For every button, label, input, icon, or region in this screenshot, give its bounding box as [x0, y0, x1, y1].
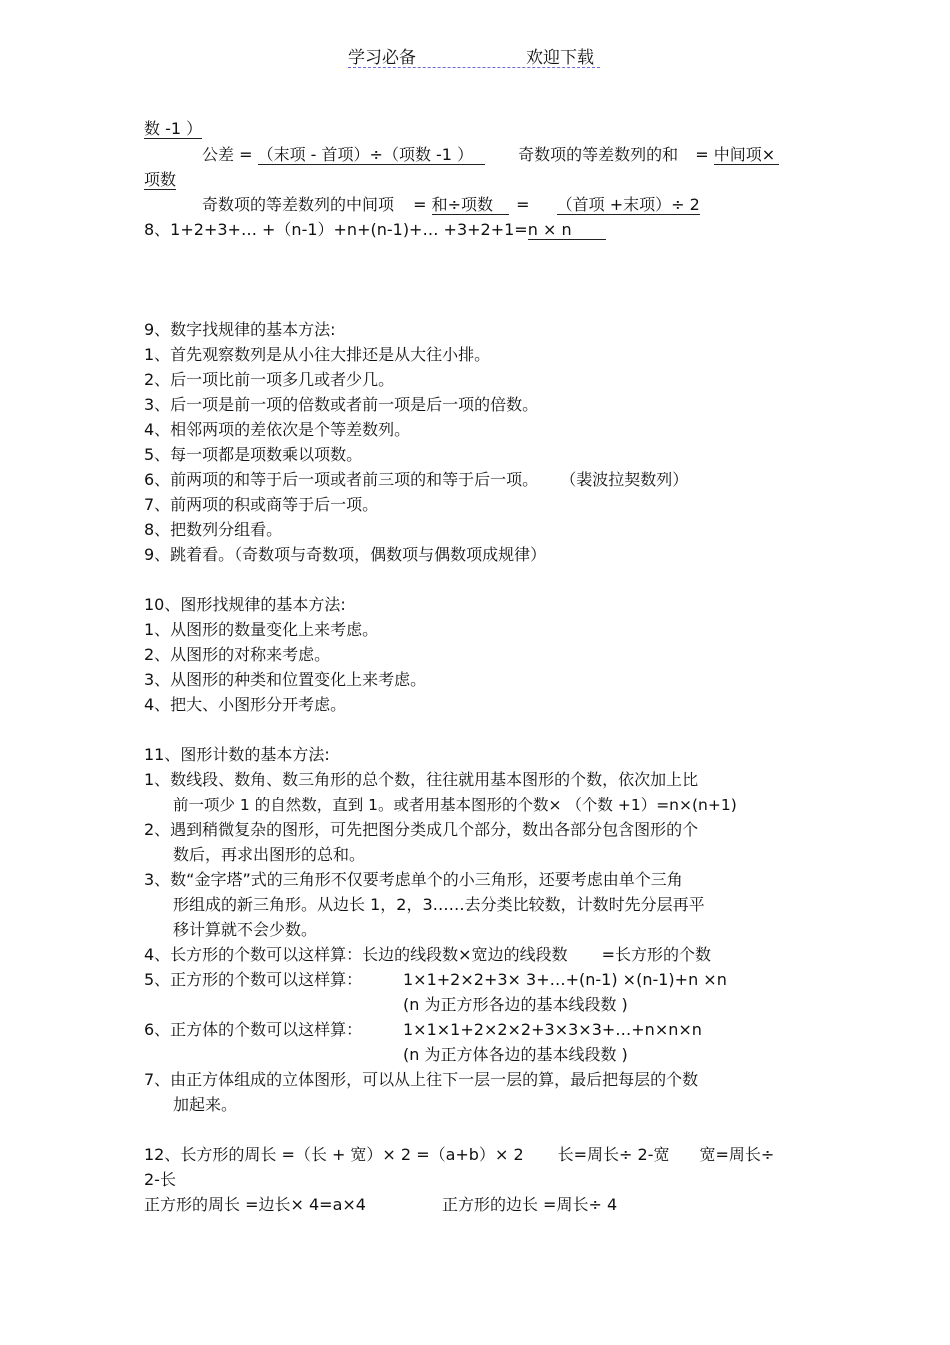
list-item-continuation: 移计算就不会少数。 — [173, 920, 318, 939]
list-item: 3、数“金字塔”式的三角形不仅要考虑单个的小三角形，还要考虑由单个三角 — [144, 870, 683, 889]
list-item: 2、后一项比前一项多几或者少几。 — [144, 370, 395, 389]
section-12-line: 12、长方形的周长 =（长 + 宽）× 2 =（a+b）× 2 长=周长÷ 2-宽 宽=周长÷ — [144, 1145, 775, 1164]
list-item: 2、从图形的对称来考虑。 — [144, 645, 331, 664]
list-item: 8、把数列分组看。 — [144, 520, 283, 539]
line-sum-formula: 8、1+2+3+… +（n-1）+n+(n-1)+… +3+2+1=n × n — [144, 220, 606, 240]
list-item: 1、数线段、数角、数三角形的总个数，往往就用基本图形的个数，依次加上比 — [144, 770, 699, 789]
list-item: 6、正方体的个数可以这样算： — [144, 1020, 363, 1039]
formula-note: (n 为正方形各边的基本线段数 ) — [403, 995, 628, 1014]
formula: 1×1×1+2×2×2+3×3×3+…+n×n×n — [403, 1020, 702, 1039]
line-continuation: 数 -1 ） — [144, 119, 203, 138]
list-item-continuation: 形组成的新三角形。从边长 1，2，3……去分类比较数，计数时先分层再平 — [173, 895, 705, 914]
list-item: 5、每一项都是项数乘以项数。 — [144, 445, 363, 464]
list-item: 4、相邻两项的差依次是个等差数列。 — [144, 420, 411, 439]
list-item: 7、前两项的积或商等于后一项。 — [144, 495, 379, 514]
list-item-note: （裴波拉契数列） — [568, 470, 689, 489]
list-item: 7、由正方体组成的立体图形，可以从上往下一层一层的算，最后把每层的个数 — [144, 1070, 699, 1089]
line-middle-term: 奇数项的等差数列的中间项 = 和÷项数 = （首项 +末项）÷ 2 — [202, 195, 700, 214]
line-common-difference: 公差 = （末项 - 首项）÷（项数 -1 ） 奇数项的等差数列的和 = 中间项× — [202, 145, 779, 165]
formula-note: (n 为正方体各边的基本线段数 ) — [403, 1045, 628, 1064]
formula-blank: （首项 +末项）÷ 2 — [556, 195, 700, 214]
section-12-line: 2-长 — [144, 1170, 176, 1189]
list-item: 5、正方形的个数可以这样算： — [144, 970, 363, 989]
formula-blank: 和÷项数 — [432, 196, 509, 215]
page-header — [348, 43, 600, 68]
list-item: 9、跳着看。（奇数项与奇数项，偶数项与偶数项成规律） — [144, 545, 547, 564]
formula-blank: 中间项× — [714, 146, 779, 165]
formula-blank: n × n — [528, 221, 606, 240]
list-item: 4、长方形的个数可以这样算：长边的线段数×宽边的线段数 =长方形的个数 — [144, 945, 712, 964]
formula: 1×1+2×2+3× 3+…+(n-1) ×(n-1)+n ×n — [403, 970, 727, 989]
list-item-continuation: 加起来。 — [173, 1095, 238, 1114]
list-item: 3、后一项是前一项的倍数或者前一项是后一项的倍数。 — [144, 395, 539, 414]
list-item: 1、首先观察数列是从小往大排还是从大往小排。 — [144, 345, 491, 364]
list-item: 6、前两项的和等于后一项或者前三项的和等于后一项。 （裴波拉契数列） — [144, 470, 689, 489]
section-12-line: 正方形的周长 =边长× 4=a×4 正方形的边长 =周长÷ 4 — [144, 1195, 618, 1214]
list-item: 3、从图形的种类和位置变化上来考虑。 — [144, 670, 427, 689]
formula-label: 奇数项的等差数列的和 — [518, 145, 679, 164]
section-11-title: 11、图形计数的基本方法: — [144, 745, 330, 764]
list-item: 2、遇到稍微复杂的图形，可先把图分类成几个部分，数出各部分包含图形的个 — [144, 820, 699, 839]
header-left: 学习必备 — [348, 48, 416, 68]
section-9-title: 9、数字找规律的基本方法: — [144, 320, 336, 339]
header-right: 欢迎下载 — [526, 48, 594, 68]
list-item: 1、从图形的数量变化上来考虑。 — [144, 620, 379, 639]
list-item-continuation: 前一项少 1 的自然数，直到 1。或者用基本图形的个数× （个数 +1）=n×(n+1) — [173, 796, 737, 814]
list-item-continuation: 数后，再求出图形的总和。 — [173, 845, 366, 864]
formula-blank: （末项 - 首项）÷（项数 -1 ） — [258, 146, 485, 165]
formula-label: 公差 = — [202, 145, 253, 164]
line-continuation: 项数 — [144, 170, 177, 189]
section-10-title: 10、图形找规律的基本方法: — [144, 595, 346, 614]
list-item: 4、把大、小图形分开考虑。 — [144, 695, 347, 714]
